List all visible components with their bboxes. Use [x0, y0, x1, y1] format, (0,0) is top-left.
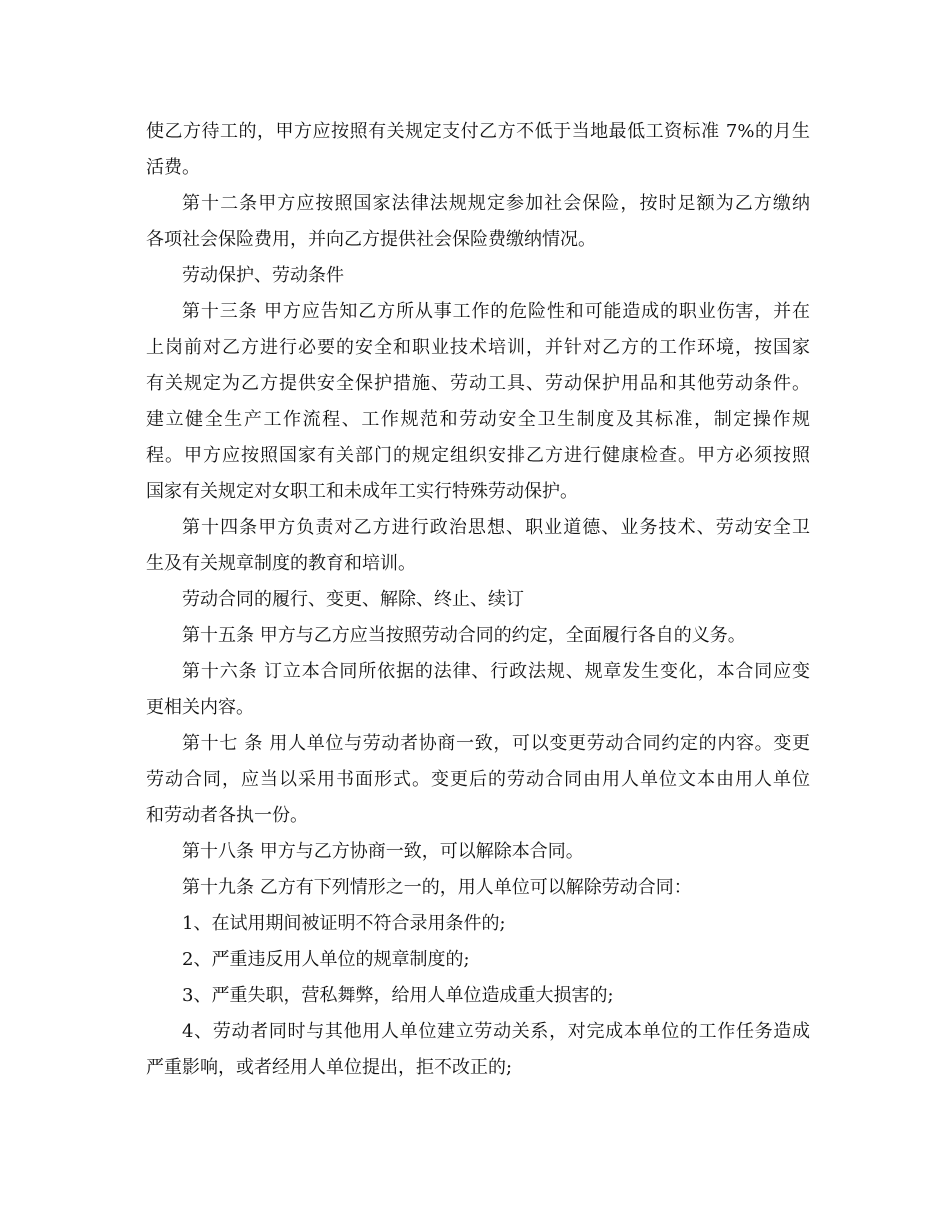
- text-line: 严重影响，或者经用人单位提出，拒不改正的;: [146, 1057, 513, 1078]
- list-item: 4、劳动者同时与其他用人单位建立劳动关系，对完成本单位的工作任务造成: [182, 1021, 810, 1042]
- text-line: 活费。: [146, 157, 200, 178]
- text-line: 第十三条 甲方应告知乙方所从事工作的危险性和可能造成的职业伤害，并在: [182, 301, 810, 322]
- text-line: 劳动合同，应当以采用书面形式。变更后的劳动合同由用人单位文本由用人单位: [146, 769, 810, 790]
- document-body: [146, 114, 810, 1086]
- section-heading: 劳动合同的履行、变更、解除、终止、续订: [182, 589, 524, 610]
- text-line: 更相关内容。: [146, 697, 254, 718]
- text-line: 国家有关规定对女职工和未成年工实行特殊劳动保护。: [146, 481, 578, 502]
- text-line: 和劳动者各执一份。: [146, 805, 308, 826]
- text-line: 各项社会保险费用，并向乙方提供社会保险费缴纳情况。: [146, 229, 596, 250]
- text-line: 第十六条 订立本合同所依据的法律、行政法规、规章发生变化，本合同应变: [182, 661, 810, 682]
- section-heading: 劳动保护、劳动条件: [182, 265, 344, 286]
- text-line: 第十九条 乙方有下列情形之一的，用人单位可以解除劳动合同：: [182, 877, 692, 898]
- text-line: 第十八条 甲方与乙方协商一致，可以解除本合同。: [182, 841, 584, 862]
- text-line: 生及有关规章制度的教育和培训。: [146, 553, 416, 574]
- list-item: 2、严重违反用人单位的规章制度的;: [182, 949, 470, 970]
- list-item: 1、在试用期间被证明不符合录用条件的;: [182, 913, 506, 934]
- text-line: 程。甲方应按照国家有关部门的规定组织安排乙方进行健康检查。甲方必须按照: [146, 445, 810, 466]
- text-line: 有关规定为乙方提供安全保护措施、劳动工具、劳动保护用品和其他劳动条件。: [146, 373, 810, 394]
- list-item: 3、严重失职，营私舞弊，给用人单位造成重大损害的;: [182, 985, 614, 1006]
- text-line: 第十四条甲方负责对乙方进行政治思想、职业道德、业务技术、劳动安全卫: [182, 517, 810, 538]
- text-line: 第十七 条 用人单位与劳动者协商一致，可以变更劳动合同约定的内容。变更: [182, 733, 810, 754]
- text-line: 第十五条 甲方与乙方应当按照劳动合同的约定，全面履行各自的义务。: [182, 625, 746, 646]
- text-line: 使乙方待工的，甲方应按照有关规定支付乙方不低于当地最低工资标准 7%的月生: [146, 121, 810, 142]
- text-line: 建立健全生产工作流程、工作规范和劳动安全卫生制度及其标准，制定操作规: [146, 409, 810, 430]
- text-line: 上岗前对乙方进行必要的安全和职业技术培训，并针对乙方的工作环境，按国家: [146, 337, 810, 358]
- text-line: 第十二条甲方应按照国家法律法规规定参加社会保险，按时足额为乙方缴纳: [182, 193, 810, 214]
